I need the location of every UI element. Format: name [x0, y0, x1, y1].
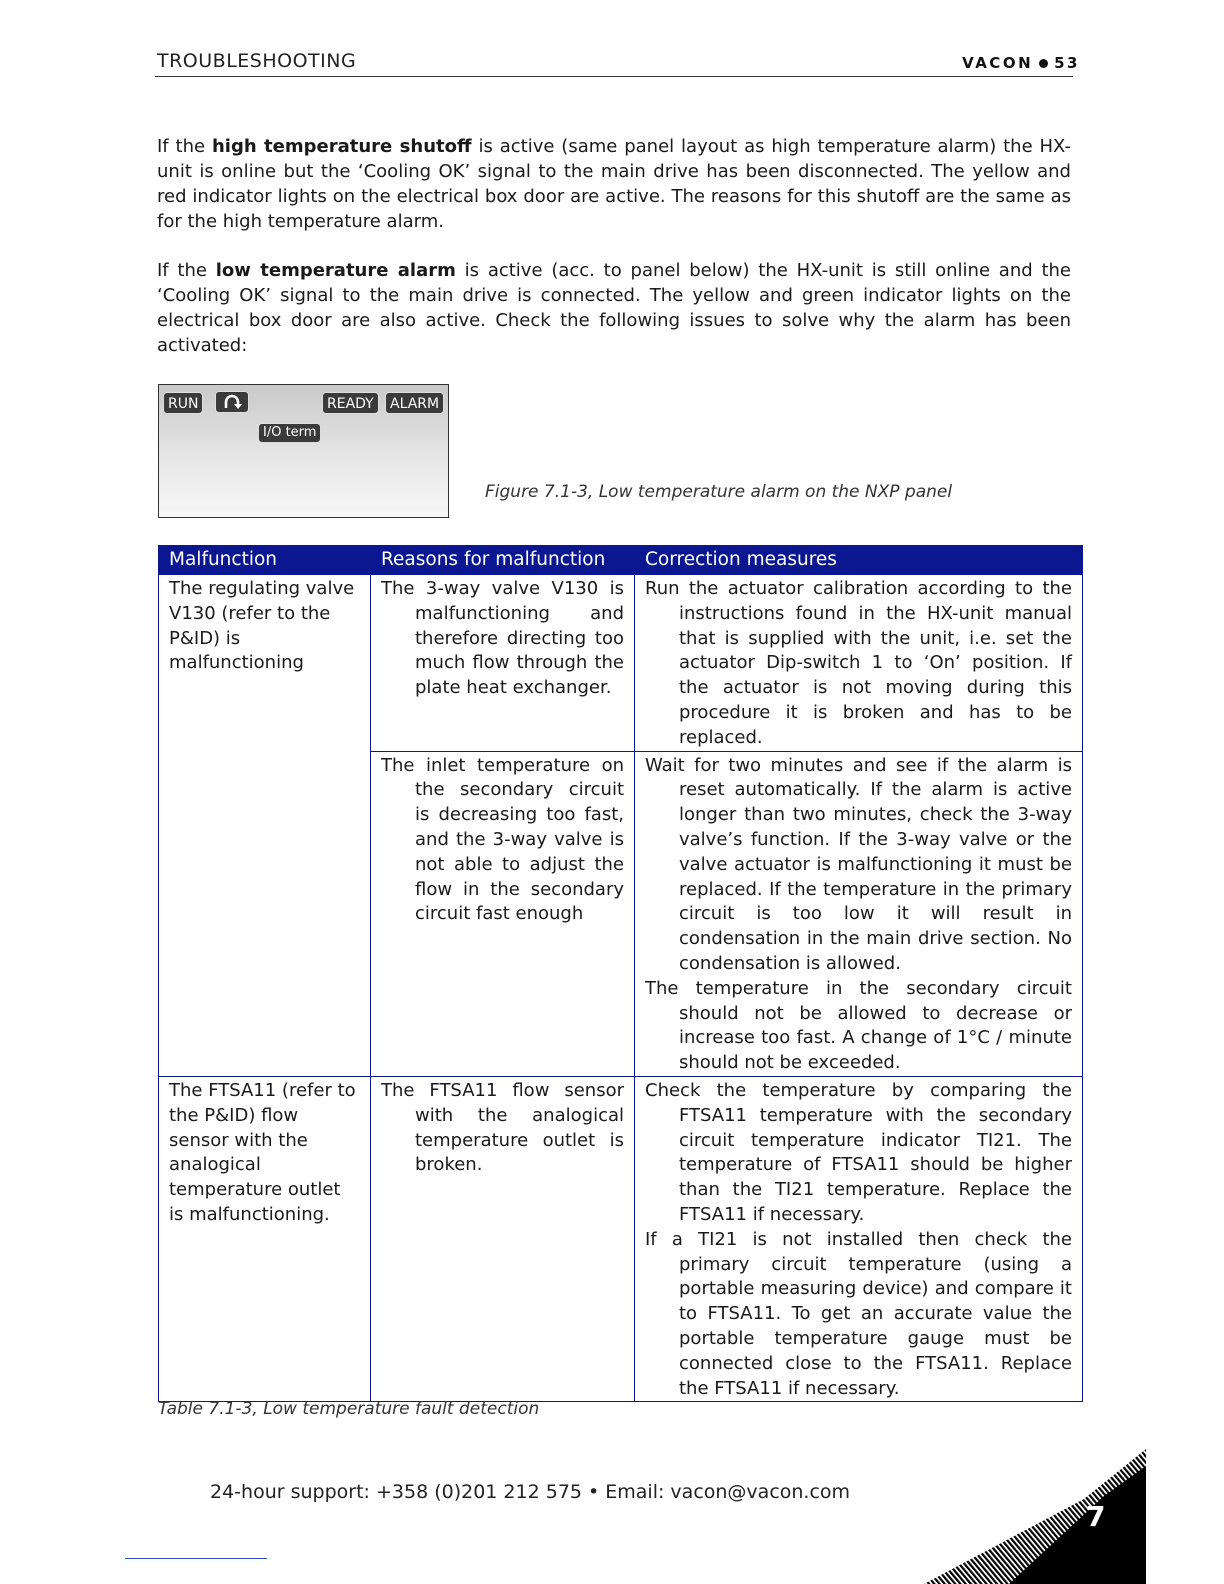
correction-text: Check the temperature by comparing the FTSA11 temperature with the secondary circuit temperature indicator TI21. The temperature of FTSA11 should be higher than the TI21 temperature. Replace the FTSA11 if necessary. — [645, 1079, 1072, 1225]
malfunction-cell: The regulating valve V130 (refer to the P&ID) is malfunctioning — [159, 575, 371, 1077]
emphasis-high-temp-shutoff: high temperature shutoff — [211, 136, 472, 157]
reason-cell — [371, 751, 635, 1076]
paragraph-text: is active (same panel layout as high temperature alarm) the HX-unit is online but the ‘Cooling OK’ signal to the main drive has been disconnected. The yellow and red indicator lights on the electrical box door are active. The reasons for this shutoff are the same as for the high temperature alarm. — [157, 136, 1071, 232]
correction-text: Run the actuator calibration according to the instructions found in the HX-unit manual that is supplied with the unit, i.e. set the actuator Dip-switch 1 to ‘On’ position. If the actuator is not moving during this procedure it is broken and has to be replaced. — [645, 578, 1072, 748]
figure-caption: Figure 7.1-3, Low temperature alarm on the NXP panel — [485, 482, 953, 502]
paragraph-high-temp-shutoff — [157, 134, 1071, 234]
column-header-corrections: Correction measures — [635, 546, 1083, 575]
emphasis-low-temp-alarm: low temperature alarm — [215, 260, 456, 281]
table-header-row — [159, 546, 1083, 575]
paragraph-low-temp-alarm — [157, 258, 1071, 358]
header-divider — [155, 76, 1073, 77]
ready-indicator: READY — [322, 392, 379, 414]
support-contact: 24-hour support: +358 (0)201 212 575 • Email: vacon@vacon.com — [210, 1481, 851, 1503]
malfunction-cell: The FTSA11 (refer to the P&ID) flow sensor with the analogical temperature outlet is malfunctioning. — [159, 1076, 371, 1401]
table-row — [159, 575, 1083, 752]
correction-text: If a TI21 is not installed then check the primary circuit temperature (using a portable measuring device) and compare it to FTSA11. To get an accurate value the portable temperature gauge must be connected close to the FTSA11. Replace the FTSA11 if necessary. — [645, 1228, 1072, 1399]
run-indicator: RUN — [163, 392, 203, 414]
reason-cell — [371, 1076, 635, 1401]
correction-cell — [635, 751, 1083, 1076]
rotation-arrow-icon — [215, 391, 249, 413]
correction-cell — [635, 1076, 1083, 1401]
reason-cell — [371, 575, 635, 752]
io-term-indicator: I/O term — [258, 423, 321, 443]
reason-text: The FTSA11 flow sensor with the analogical temperature outlet is broken. — [381, 1079, 624, 1176]
correction-text: Wait for two minutes and see if the alarm is reset automatically. If the alarm is active longer than two minutes, check the 3-way valve’s function. If the 3-way valve or the valve actuator is malfunctioning it must be replaced. If the temperature in the primary circuit is too low it will result in condensation in the main drive section. No condensation is allowed. — [645, 754, 1072, 974]
nxp-panel-display — [158, 384, 449, 518]
column-header-malfunction: Malfunction — [159, 546, 371, 575]
correction-text: The temperature in the secondary circuit should not be allowed to decrease or increase too fast. A change of 1°C / minute should not be exceeded. — [645, 977, 1072, 1074]
fault-detection-table — [158, 545, 1083, 1402]
section-title: TROUBLESHOOTING — [157, 50, 357, 72]
brand-name: VACON — [962, 54, 1034, 72]
reason-text: The inlet temperature on the secondary circuit is decreasing too fast, and the 3-way valve is not able to adjust the flow in the secondary circuit fast enough — [381, 754, 624, 925]
column-header-reasons: Reasons for malfunction — [371, 546, 635, 575]
paragraph-text: If the — [157, 136, 212, 157]
reason-text: The 3-way valve V130 is malfunctioning and therefore directing too much flow through the plate heat exchanger. — [381, 578, 624, 699]
corner-stripes-decoration — [924, 1424, 1224, 1584]
bullet-dot-icon — [1039, 59, 1048, 68]
table-row — [159, 1076, 1083, 1401]
correction-cell — [635, 575, 1083, 752]
paragraph-text: is active (acc. to panel below) the HX-unit is still online and the ‘Cooling OK’ signal to the main drive is connected. The yellow and green indicator lights on the electrical box door are also active. Check the following issues to solve why the alarm has been activated: — [157, 260, 1071, 356]
paragraph-text: If the — [157, 260, 216, 281]
link-underline — [125, 1558, 267, 1559]
alarm-indicator: ALARM — [385, 392, 444, 414]
page-number: 53 — [1054, 54, 1080, 72]
page-header-brand — [962, 54, 1080, 72]
table-caption: Table 7.1-3, Low temperature fault detection — [158, 1399, 540, 1419]
chapter-number: 7 — [1086, 1500, 1106, 1533]
